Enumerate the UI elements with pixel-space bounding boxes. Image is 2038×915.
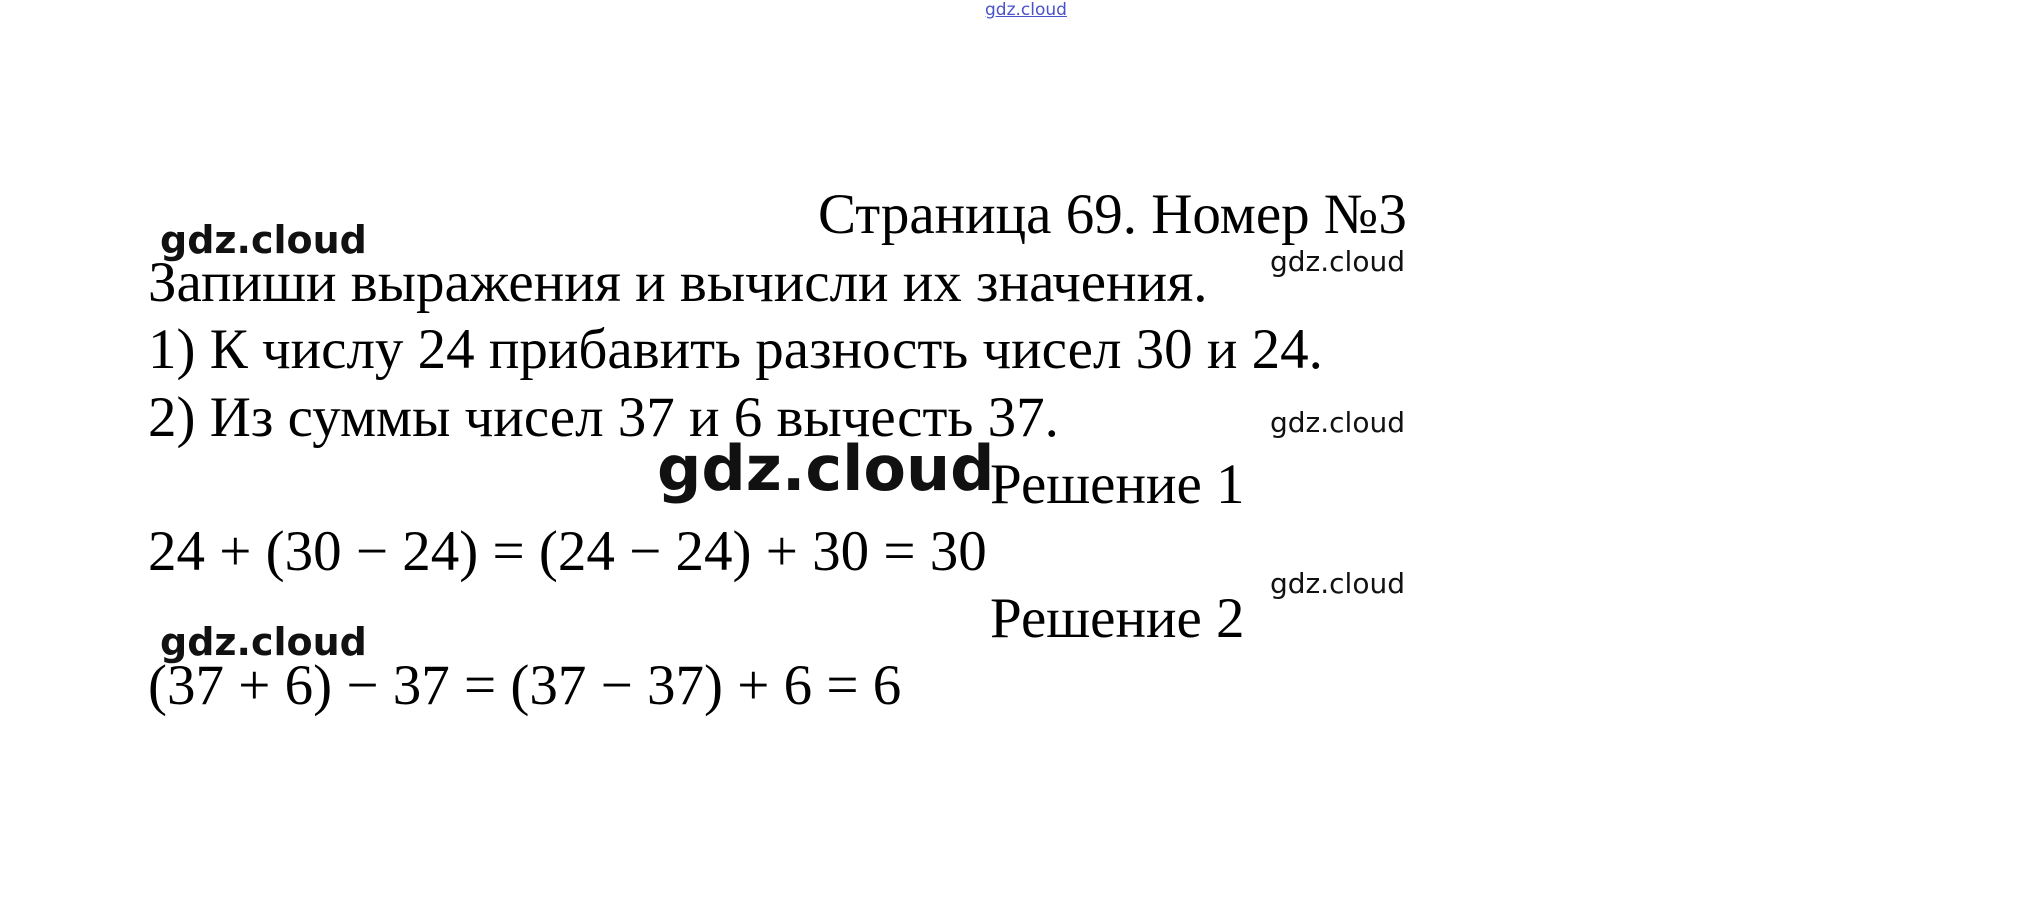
- task-item-1: 1) К числу 24 прибавить разность чисел 30 и 24.: [148, 318, 1323, 381]
- task-item-2: 2) Из суммы чисел 37 и 6 вычесть 37.: [148, 386, 1059, 449]
- solution-2-title: Решение 2: [990, 587, 1245, 650]
- solution-1-title: Решение 1: [990, 453, 1245, 516]
- watermark: gdz.cloud: [1270, 245, 1405, 278]
- site-link[interactable]: gdz.cloud: [985, 0, 1067, 20]
- page-title: Страница 69. Номер №3: [818, 183, 1407, 246]
- watermark: gdz.cloud: [657, 432, 995, 505]
- task-statement: Запиши выражения и вычисли их значения.: [148, 251, 1208, 314]
- solution-2-expression: (37 + 6) − 37 = (37 − 37) + 6 = 6: [148, 654, 902, 717]
- watermark: gdz.cloud: [1270, 567, 1405, 600]
- watermark: gdz.cloud: [1270, 406, 1405, 439]
- solution-1-expression: 24 + (30 − 24) = (24 − 24) + 30 = 30: [148, 520, 987, 583]
- watermark: gdz.cloud: [160, 620, 367, 664]
- watermark: gdz.cloud: [160, 218, 367, 262]
